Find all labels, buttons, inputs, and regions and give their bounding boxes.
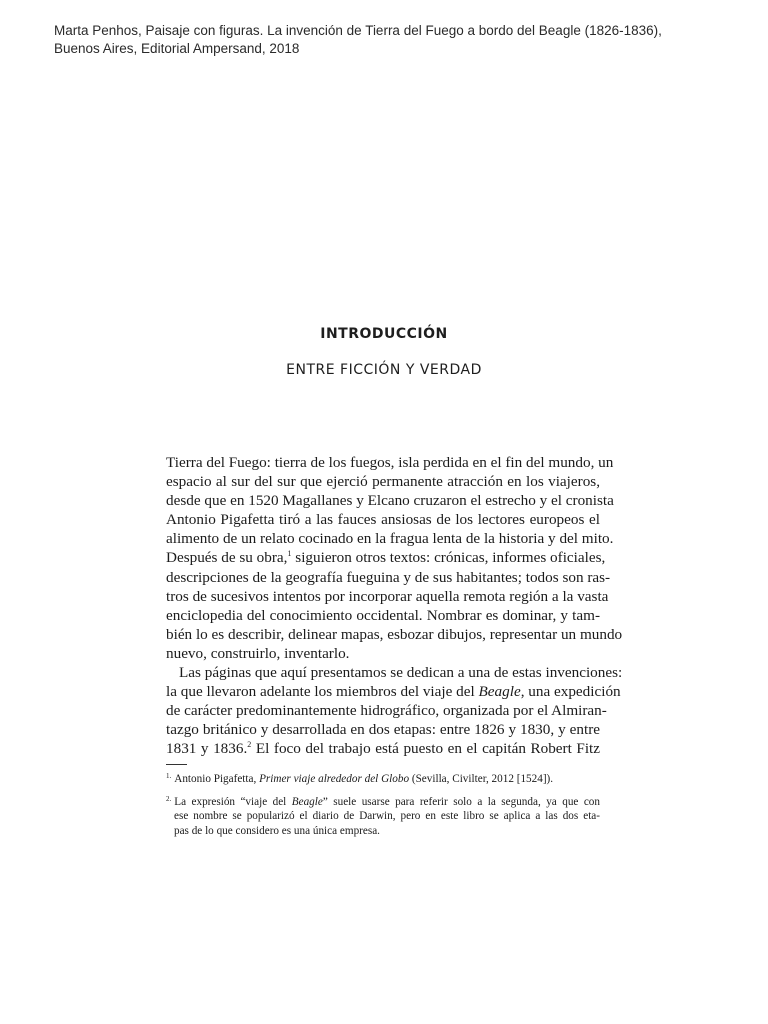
ship-name-italic: Beagle [291, 795, 323, 808]
paragraph-1-line: Tierra del Fuego: tierra de los fuegos, isla perdida en el fin del mundo, un [166, 454, 614, 471]
ship-name-italic: Beagle [478, 683, 521, 701]
source-citation [54, 22, 734, 58]
paragraph-2-line [166, 682, 621, 701]
text-run: siguieron otros textos: crónicas, informes oficiales, [291, 549, 606, 567]
text-run: ” suele usarse para referir solo a la segunda, ya que con [322, 795, 600, 808]
chapter-subtitle: ENTRE FICCIÓN Y VERDAD [286, 362, 482, 378]
text-run: Después de su obra, [166, 549, 288, 567]
text-run: El foco del trabajo está puesto en el capitán Robert Fitz [251, 740, 601, 758]
paragraph-1-line: nuevo, construirlo, inventarlo. [166, 644, 350, 662]
paragraph-1-line: tros de sucesivos intentos por incorporar aquella remota región a la vasta [166, 587, 609, 605]
text-run: La expresión “viaje del [174, 795, 292, 808]
paragraph-1-line: enciclopedia del conocimiento occidental. Nombrar es dominar, y tam- [166, 606, 600, 624]
chapter-title: INTRODUCCIÓN [320, 326, 448, 342]
paragraph-2-line [166, 739, 600, 758]
footnote-line: ese nombre se popularizó el diario de Darwin, pero en este libro se aplica a las dos eta- [174, 810, 600, 823]
paragraph-2-line: tazgo británico y desarrollada en dos etapas: entre 1826 y 1830, y entre [166, 721, 600, 739]
text-run: la que llevaron adelante los miembros del viaje del [166, 683, 479, 701]
footnotes [166, 772, 600, 838]
footnote-1 [166, 772, 600, 787]
text-run: 1831 y 1836. [166, 740, 248, 758]
paragraph-1-line: espacio al sur del sur que ejerció permanente atracción en los viajeros, [166, 473, 600, 491]
paragraph-2-line: de carácter predominantemente hidrográfico, organizada por el Almiran- [166, 702, 607, 720]
text-run: (Sevilla, Civilter, 2012 [1524]). [409, 773, 554, 785]
citation-line-1: Marta Penhos, Paisaje con figuras. La invención de Tierra del Fuego a bordo del Beagle (1826-1836), [54, 23, 662, 38]
footnote-ref-1[interactable]: 1 [287, 549, 292, 559]
footnote-2 [166, 795, 600, 839]
book-title-italic: Primer viaje alrededor del Globo [259, 773, 410, 785]
paragraph-1-line: desde que en 1520 Magallanes y Elcano cruzaron el estrecho y el cronista [166, 492, 614, 510]
footnote-line: pas de lo que considero es una única empresa. [174, 824, 380, 837]
text-run: , una expedición [520, 683, 621, 701]
paragraph-1-line: bién lo es describir, delinear mapas, esbozar dibujos, representar un mundo [166, 625, 623, 643]
paragraph-2-line: Las páginas que aquí presentamos se dedican a una de estas invenciones: [179, 664, 623, 682]
paragraph-1-line [166, 548, 606, 567]
footnote-marker: 1. [166, 772, 172, 780]
paragraph-1-line: Antonio Pigafetta tiró a las fauces ansiosas de los lectores europeos el [166, 511, 600, 529]
paragraph-1-line: alimento de un relato cocinado en la fragua lenta de la historia y del mito. [166, 530, 614, 548]
text-run: Antonio Pigafetta, [174, 773, 260, 785]
body-text [166, 453, 623, 759]
paragraph-1-line: descripciones de la geografía fueguina y de sus habitantes; todos son ras- [166, 568, 611, 586]
footnote-marker: 2. [166, 794, 172, 803]
footnote-divider [166, 764, 187, 765]
footnote-ref-2[interactable]: 2 [247, 740, 252, 750]
citation-line-2: Buenos Aires, Editorial Ampersand, 2018 [54, 41, 300, 56]
